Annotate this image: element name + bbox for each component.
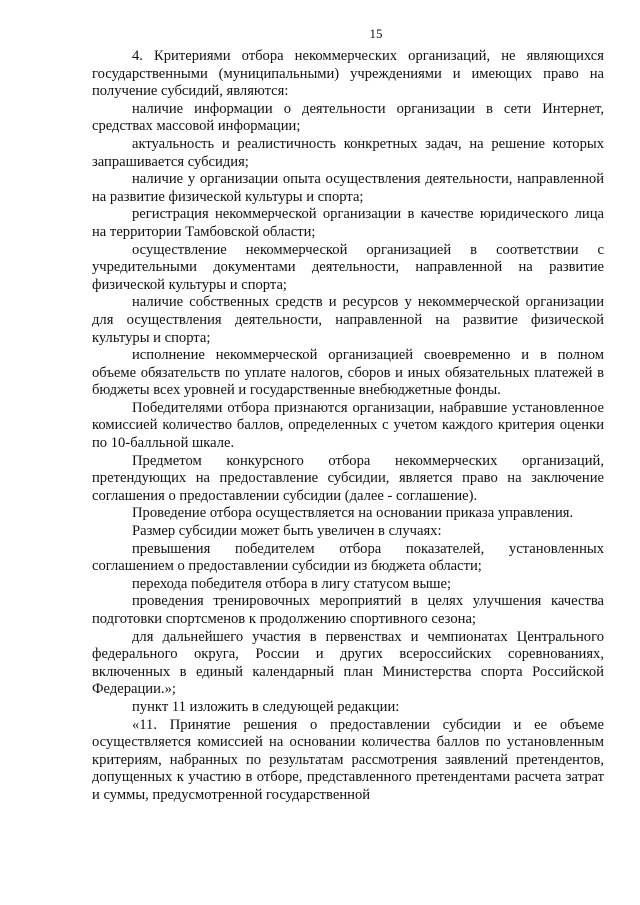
paragraph-point-11-intro: пункт 11 изложить в следующей редакции: <box>132 698 400 715</box>
paragraph-increase-cases: Размер субсидии может быть увеличен в случаях: <box>132 523 442 540</box>
paragraph-case-championships: для дальнейшего участия в первенствах и чемпионатах Центрального федерального округа, России и других всероссийских соревнованиях, включенных в единый календарный план Министерства спорта Российской Федерации.»; <box>92 628 604 698</box>
paragraph-case-exceeding: превышения победителем отбора показателей, установленных соглашением о предоставлении субсидии из бюджета области; <box>92 540 604 575</box>
paragraph-criterion-tax-obligations: исполнение некоммерческой организацией своевременно и в полном объеме обязательств по уплате налогов, сборов и иных обязательных платежей в бюджеты всех уровней и государственные внебюджетные фонды. <box>92 347 604 399</box>
document-body <box>92 48 604 805</box>
paragraph-criterion-relevance: актуальность и реалистичность конкретных задач, на решение которых запрашивается субсидия; <box>92 135 604 170</box>
paragraph-subject: Предметом конкурсного отбора некоммерческих организаций, претендующих на предоставление субсидии, является право на заключение соглашения о предоставлении субсидии (далее - соглашение). <box>92 452 604 504</box>
paragraph-criterion-internet-info: наличие информации о деятельности организации в сети Интернет, средствах массовой информации; <box>92 100 604 135</box>
paragraph-case-league: перехода победителя отбора в лигу статусом выше; <box>132 575 452 592</box>
paragraph-order-basis: Проведение отбора осуществляется на основании приказа управления. <box>132 505 574 522</box>
paragraph-criterion-experience: наличие у организации опыта осуществления деятельности, направленной на развитие физической культуры и спорта; <box>92 171 604 205</box>
paragraph-criterion-charter-activity: осуществление некоммерческой организацией в соответствии с учредительными документами деятельности, направленной на развитие физической культуры и спорта; <box>92 241 604 293</box>
paragraph-case-training: проведения тренировочных мероприятий в целях улучшения качества подготовки спортсменов к продолжению спортивного сезона; <box>92 593 604 627</box>
page-number: 15 <box>369 26 383 41</box>
paragraph-criteria-intro: 4. Критериями отбора некоммерческих организаций, не являющихся государственными (муниципальными) учреждениями и имеющих право на получение субсидий, являются: <box>92 48 604 100</box>
paragraph-criterion-registration: регистрация некоммерческой организации в качестве юридического лица на территории Тамбовской области; <box>92 206 604 240</box>
paragraph-point-11-text: «11. Принятие решения о предоставлении субсидии и ее объеме осуществляется комиссией на основании количества баллов по установленным критериям, набранных по результатам рассмотрения заявлений претендентов, допущенных к участию в отборе, представленного претендентами расчета затрат и суммы, предусмотренной государственной <box>92 716 604 803</box>
paragraph-criterion-own-resources: наличие собственных средств и ресурсов у некоммерческой организации для осуществления деятельности, направленной на развитие физической культуры и спорта; <box>92 294 604 346</box>
paragraph-winners: Победителями отбора признаются организации, набравшие установленное комиссией количество баллов, определенных с учетом каждого критерия оценки по 10-балльной шкале. <box>92 399 604 452</box>
